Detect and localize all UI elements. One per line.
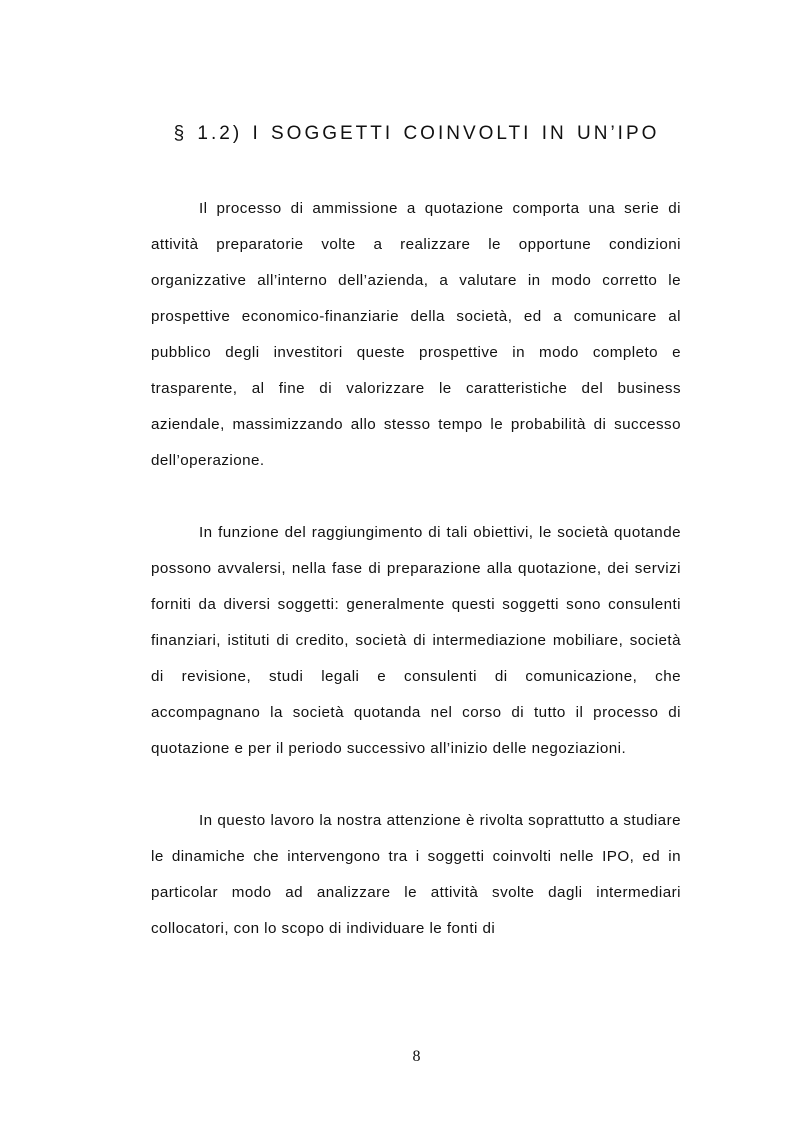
paragraph-1: Il processo di ammissione a quotazione comporta una serie di attività preparatorie volte a realizzare le opportune condizioni organizzative all’interno dell’azienda, a valutare in modo corretto le prospettive economico-finanziarie della società, ed a comunicare al pubblico degli investitori queste prospettive in modo completo e trasparente, al fine di valorizzare le caratteristiche del business aziendale, massimizzando allo stesso tempo le probabilità di successo dell’operazione.	[151, 200, 681, 469]
body-text	[151, 191, 681, 983]
section-title: § 1.2) I SOGGETTI COINVOLTI IN UN’IPO	[173, 123, 660, 144]
paragraph-3: In questo lavoro la nostra attenzione è rivolta soprattutto a studiare le dinamiche che intervengono tra i soggetti coinvolti nelle IPO, ed in particolar modo ad analizzare le attività svolte dagli intermediari collocatori, con lo scopo di individuare le fonti di	[151, 812, 681, 937]
page-number: 8	[412, 1048, 421, 1065]
paragraph-2: In funzione del raggiungimento di tali obiettivi, le società quotande possono avvalersi, nella fase di preparazione alla quotazione, dei servizi forniti da diversi soggetti: generalmente questi soggetti sono consulenti finanziari, istituti di credito, società di intermediazione mobiliare, società di revisione, studi legali e consulenti di comunicazione, che accompagnano la società quotanda nel corso di tutto il processo di quotazione e per il periodo successivo all’inizio delle negoziazioni.	[151, 524, 681, 757]
